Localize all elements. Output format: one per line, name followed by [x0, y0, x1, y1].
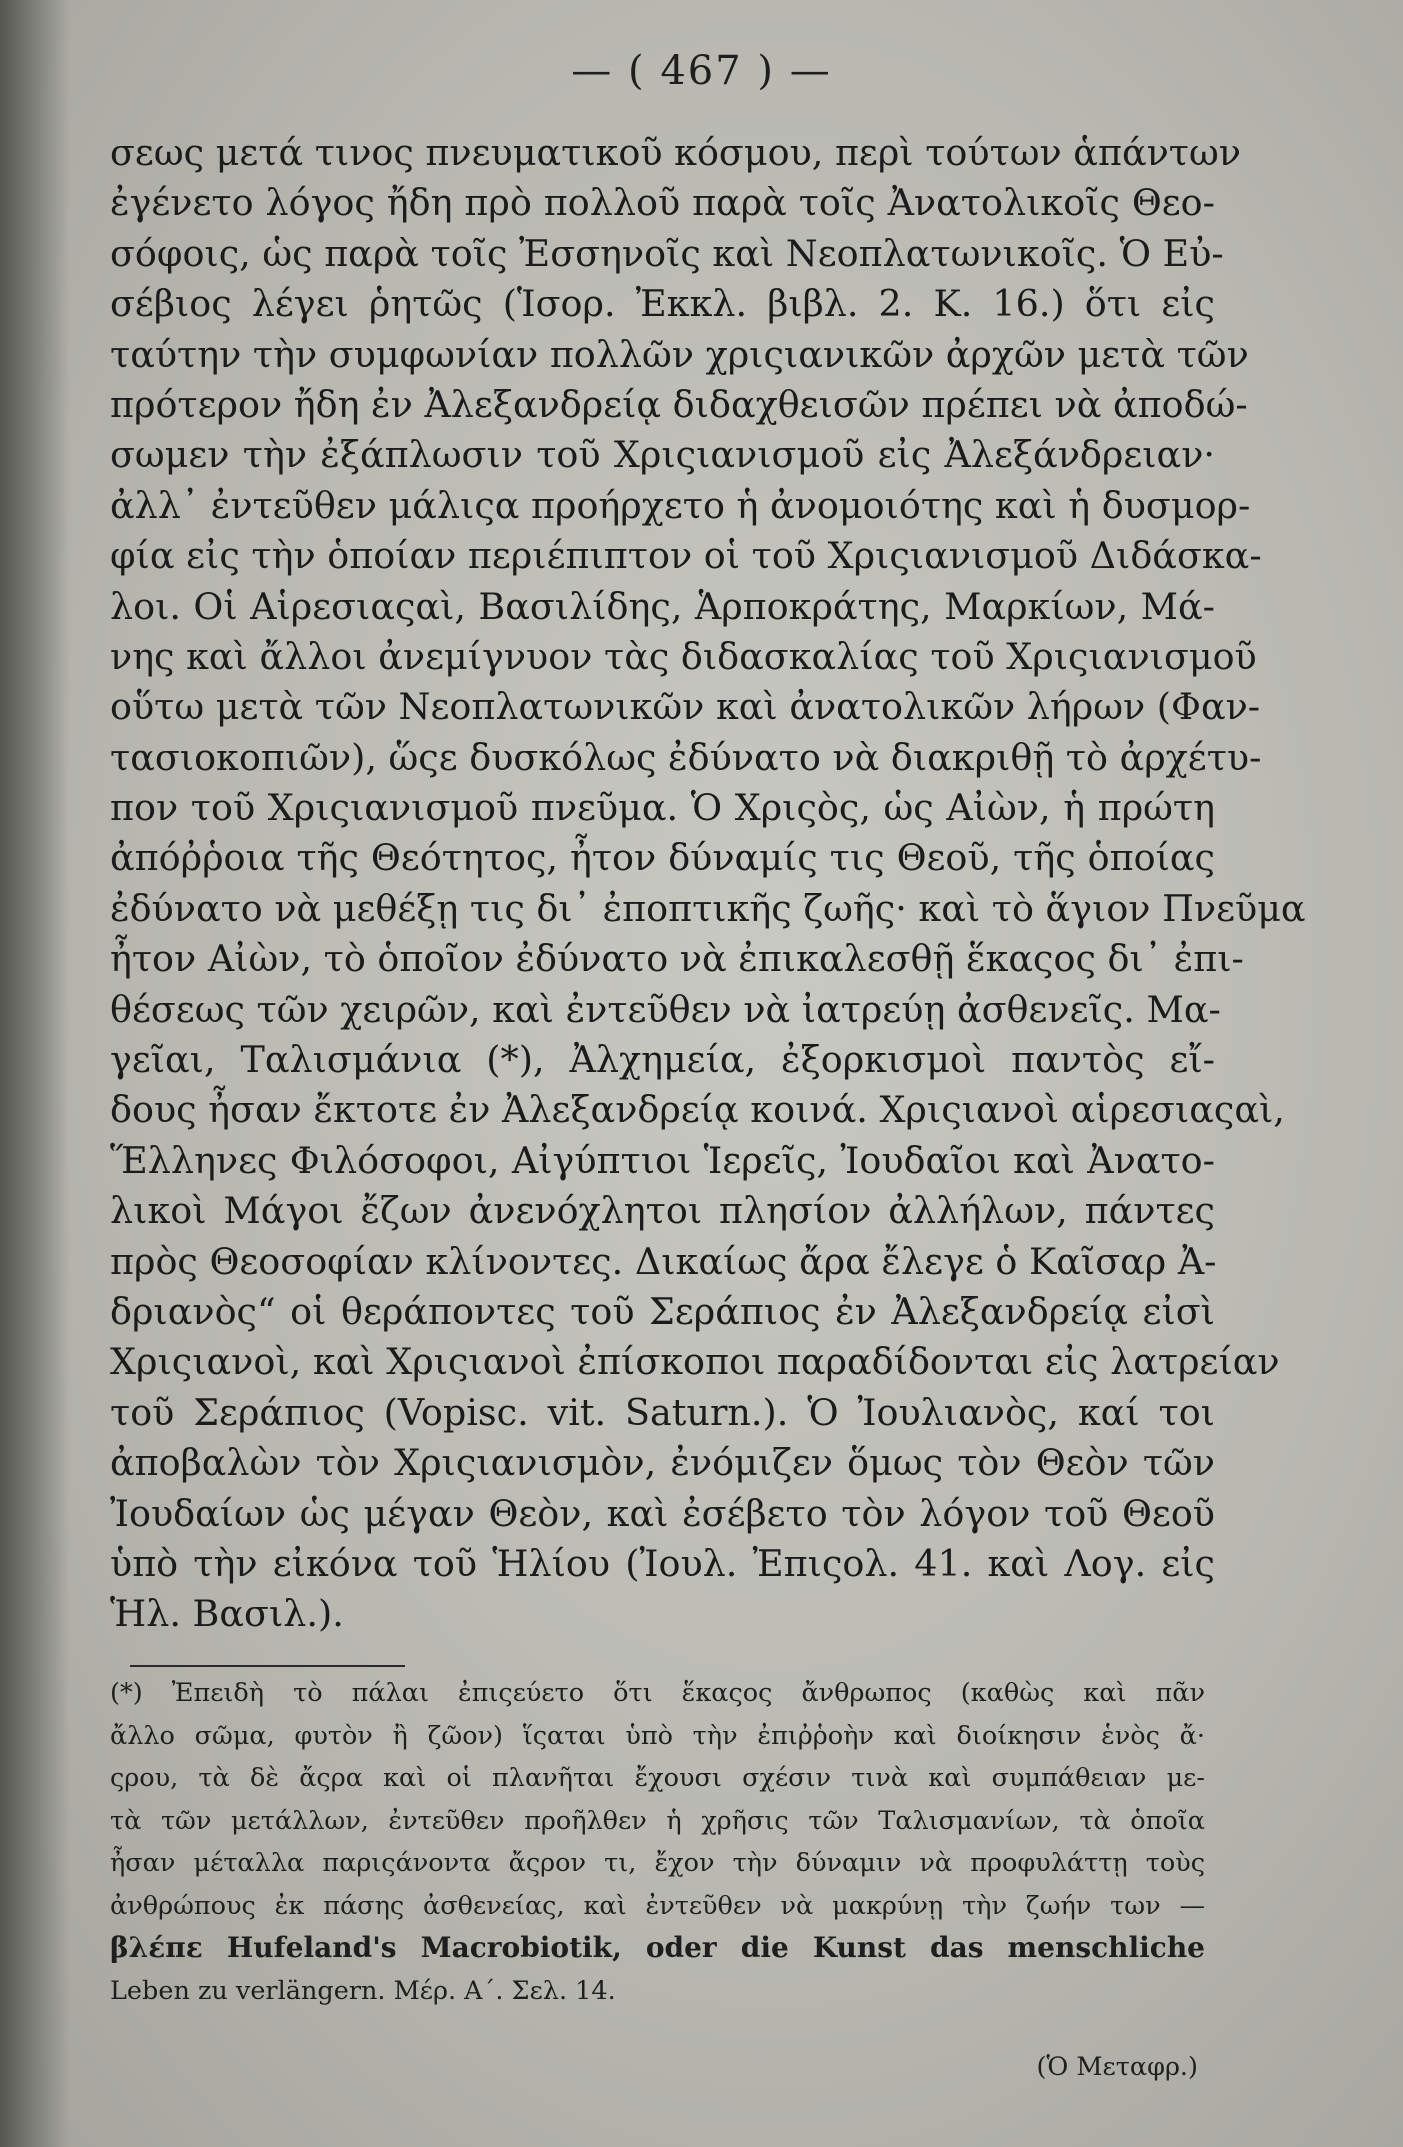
footnote-line: ἦσαν μέταλλα παριςάνοντα ἄςρον τι, ἔχον τὴν δύναμιν νὰ προφυλάττῃ τοὺς: [110, 1848, 1205, 1878]
footnote-line: ἀνθρώπους ἐκ πάσης ἀσθενείας, καὶ ἐντεῦθεν νὰ μακρύνῃ τὴν ζωήν των —: [110, 1890, 1205, 1921]
footnote-line: (*) Ἐπειδὴ τὸ πάλαι ἐπιςεύετο ὅτι ἕκαςος ἄνθρωπος (καθὼς καὶ πᾶν: [110, 1678, 1205, 1708]
footnote-line: ἄλλο σῶμα, φυτὸν ἢ ζῶον) ἵςαται ὑπὸ τὴν ἐπιῤῥοὴν καὶ διοίκησιν ἑνὸς ἄ·: [110, 1720, 1205, 1751]
text-line: Ἡλ. Βασιλ.).: [110, 1592, 344, 1636]
text-line: τασιοκοπιῶν), ὥςε δυσκόλως ἐδύνατο νὰ διακριθῇ τὸ ἀρχέτυ-: [110, 735, 1262, 779]
binding-shadow: [0, 0, 70, 2147]
text-line: ἐγένετο λόγος ἤδη πρὸ πολλοῦ παρὰ τοῖς Ἀνατολικοῖς Θεο-: [110, 181, 1215, 225]
text-line: ἦτον Αἰὼν, τὸ ὁποῖον ἐδύνατο νὰ ἐπικαλεσθῇ ἕκαςος δι᾽ ἐπι-: [110, 937, 1244, 981]
footnote-line: Leben zu verlängern. Μέρ. Α΄. Σελ. 14.: [110, 1975, 616, 2006]
text-line: λοι. Οἱ Αἱρεσιαςαὶ, Βασιλίδης, Ἁρποκράτης, Μαρκίων, Μά-: [110, 584, 1215, 628]
text-line: ταύτην τὴν συμφωνίαν πολλῶν χριςιανικῶν ἀρχῶν μετὰ τῶν: [110, 332, 1249, 376]
footnote-divider: [130, 1665, 405, 1667]
text-line: ὑπὸ τὴν εἰκόνα τοῦ Ἡλίου (Ἰουλ. Ἐπιςολ. 41. καὶ Λογ. εἰς: [110, 1541, 1215, 1585]
text-line: πρότερον ἤδη ἐν Ἀλεξανδρείᾳ διδαχθεισῶν πρέπει νὰ ἀποδώ-: [110, 382, 1248, 426]
text-line: οὕτω μετὰ τῶν Νεοπλατωνικῶν καὶ ἀνατολικῶν λήρων (Φαν-: [110, 685, 1261, 729]
text-line: ἀποβαλὼν τὸν Χριςιανισμὸν, ἐνόμιζεν ὅμως τὸν Θεὸν τῶν: [110, 1441, 1215, 1485]
text-line: Χριςιανοὶ, καὶ Χριςιανοὶ ἐπίσκοποι παραδίδονται εἰς λατρείαν: [110, 1340, 1280, 1384]
footnote-line: τὰ τῶν μετάλλων, ἐντεῦθεν προῆλθεν ἡ χρῆσις τῶν Ταλισμανίων, τὰ ὁποῖα: [110, 1805, 1205, 1836]
text-line: δριανὸς“ οἱ θεράποντες τοῦ Σεράπιος ἐν Ἀλεξανδρείᾳ εἰσὶ: [110, 1289, 1215, 1333]
footnote-line: βλέπε Hufeland's Macrobiotik, oder die Kunst das menschliche: [110, 1931, 1205, 1964]
text-line: ἀλλ᾽ ἐντεῦθεν μάλιςα προήρχετο ἡ ἀνομοιότης καὶ ἡ δυσμορ-: [110, 483, 1251, 527]
text-line: θέσεως τῶν χειρῶν, καὶ ἐντεῦθεν νὰ ἰατρεύῃ ἀσθενεῖς. Μα-: [110, 987, 1221, 1031]
footnote-text: [110, 1672, 1205, 2012]
text-line: σέβιος λέγει ῥητῶς (Ἱσορ. Ἐκκλ. βιβλ. 2. Κ. 16.) ὅτι εἰς: [110, 282, 1215, 326]
text-line: ἀπόῤῥοια τῆς Θεότητος, ἦτον δύναμίς τις Θεοῦ, τῆς ὁποίας: [110, 836, 1215, 880]
text-line: σόφοις, ὡς παρὰ τοῖς Ἐσσηνοῖς καὶ Νεοπλατωνικοῖς. Ὁ Εὐ-: [110, 231, 1224, 275]
text-line: πον τοῦ Χριςιανισμοῦ πνεῦμα. Ὁ Χριςὸς, ὡς Αἰὼν, ἡ πρώτη: [110, 786, 1215, 830]
text-line: φία εἰς τὴν ὁποίαν περιέπιπτον οἱ τοῦ Χριςιανισμοῦ Διδάσκα-: [110, 534, 1262, 578]
text-line: γεῖαι, Ταλισμάνια (*), Ἀλχημεία, ἐξορκισμοὶ παντὸς εἴ-: [110, 1038, 1215, 1082]
main-body-text: [110, 128, 1306, 1640]
footnote-line: ςρου, τὰ δὲ ἄςρα καὶ οἱ πλανῆται ἔχουσι σχέσιν τινὰ καὶ συμπάθειαν με-: [110, 1763, 1205, 1793]
text-line: δους ἦσαν ἔκτοτε ἐν Ἀλεξανδρείᾳ κοινά. Χριςιανοὶ αἱρεσιαςαὶ,: [110, 1088, 1285, 1132]
text-line: πρὸς Θεοσοφίαν κλίνοντες. Δικαίως ἄρα ἔλεγε ὁ Καῖσαρ Ἀ-: [110, 1239, 1217, 1283]
text-line: σωμεν τὴν ἐξάπλωσιν τοῦ Χριςιανισμοῦ εἰς Ἀλεξάνδρειαν·: [110, 433, 1215, 477]
translator-note: (Ὁ Μεταφρ.): [1036, 2052, 1198, 2082]
text-line: τοῦ Σεράπιος (Vopisc. vit. Saturn.). Ὁ Ἰουλιανὸς, καί τοι: [110, 1390, 1215, 1434]
text-line: σεως μετά τινος πνευματικοῦ κόσμου, περὶ τούτων ἁπάντων: [110, 131, 1241, 174]
page-header: — ( 467 ) —: [571, 48, 832, 94]
text-line: νης καὶ ἄλλοι ἀνεμίγνυον τὰς διδασκαλίας τοῦ Χριςιανισμοῦ: [110, 634, 1257, 678]
text-line: Ἰουδαίων ὡς μέγαν Θεὸν, καὶ ἐσέβετο τὸν λόγον τοῦ Θεοῦ: [110, 1491, 1215, 1535]
text-line: λικοὶ Μάγοι ἔζων ἀνενόχλητοι πλησίον ἀλλήλων, πάντες: [110, 1189, 1215, 1233]
text-line: Ἕλληνες Φιλόσοφοι, Αἰγύπτιοι Ἱερεῖς, Ἰουδαῖοι καὶ Ἀνατο-: [110, 1138, 1215, 1182]
text-line: ἐδύνατο νὰ μεθέξῃ τις δι᾽ ἐποπτικῆς ζωῆς· καὶ τὸ ἅγιον Πνεῦμα: [110, 886, 1306, 930]
